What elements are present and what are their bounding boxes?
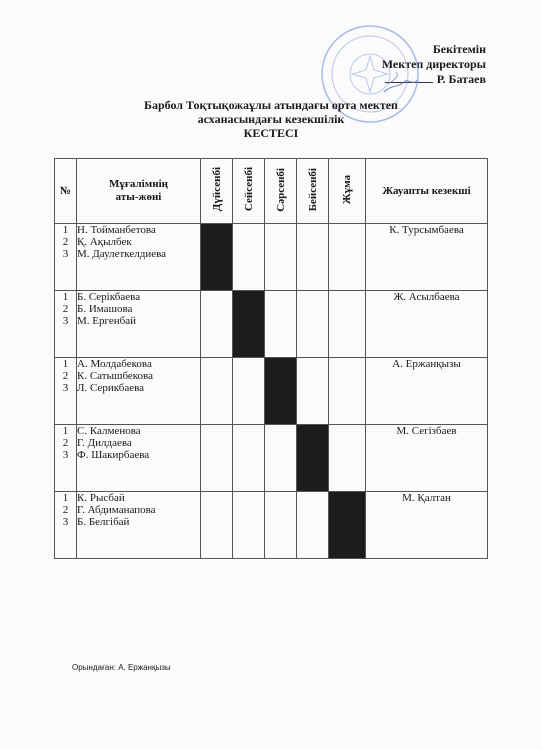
header-number: №: [55, 159, 77, 224]
row-number: 1: [62, 358, 69, 370]
empty-day-cell: [201, 291, 233, 358]
teacher-name: Г. Абдиманапова: [77, 504, 156, 516]
teacher-name: Б. Белгібай: [77, 516, 130, 528]
row-number: 3: [62, 516, 69, 528]
title-schedule: КЕСТЕСІ: [243, 126, 299, 140]
header-day-monday: [201, 159, 233, 224]
empty-day-cell: [201, 425, 233, 492]
row-number: 3: [62, 382, 69, 394]
table-header-row: [55, 159, 488, 224]
header-teacher-name-line1: Мұғалімнің: [109, 178, 168, 190]
row-number: 3: [62, 315, 69, 327]
teacher-name: М. Ергенбай: [77, 315, 137, 327]
empty-day-cell: [265, 291, 297, 358]
teacher-name: К. Рысбай: [77, 492, 125, 504]
row-numbers: [55, 492, 77, 559]
teacher-name: С. Калменова: [77, 425, 141, 437]
row-number: 3: [62, 248, 69, 260]
empty-day-cell: [233, 358, 265, 425]
teacher-name: К. Сатышбекова: [77, 370, 153, 382]
row-numbers: [55, 291, 77, 358]
teacher-name: Қ. Ақылбек: [77, 236, 132, 248]
director-name: Р. Батаев: [436, 72, 486, 86]
title-school: Барбол Тоқтықожаұлы атындағы орта мектеп: [144, 98, 398, 112]
responsible-person: М. Сегізбаев: [366, 425, 488, 492]
table-row: [55, 425, 488, 492]
empty-day-cell: [233, 224, 265, 291]
row-number: 1: [62, 224, 69, 236]
table-row: [55, 492, 488, 559]
row-number: 3: [62, 449, 69, 461]
empty-day-cell: [297, 224, 329, 291]
teacher-names: [77, 358, 201, 425]
header-day-label: Жұма: [341, 174, 353, 205]
empty-day-cell: [329, 291, 366, 358]
table-row: [55, 224, 488, 291]
row-numbers: [55, 358, 77, 425]
header-day-label: Дүйсенбі: [210, 167, 223, 212]
empty-day-cell: [201, 358, 233, 425]
duty-day-cell: [233, 291, 265, 358]
empty-day-cell: [329, 224, 366, 291]
duty-day-cell: [265, 358, 297, 425]
row-numbers: [55, 425, 77, 492]
teacher-name: Б. Имашова: [77, 303, 133, 315]
approval-line-approve: Бекітемін: [432, 42, 486, 56]
duty-day-cell: [329, 492, 366, 559]
teacher-names: [77, 291, 201, 358]
title-subject: асханасындағы кезекшілік: [197, 112, 345, 126]
teacher-names: [77, 425, 201, 492]
empty-day-cell: [297, 291, 329, 358]
empty-day-cell: [265, 492, 297, 559]
document-title: [0, 98, 542, 140]
empty-day-cell: [329, 358, 366, 425]
duty-schedule-table: [54, 158, 488, 559]
header-day-label: Сейсенбі: [242, 167, 255, 212]
header-day-thursday: [297, 159, 329, 224]
duty-day-cell: [297, 425, 329, 492]
responsible-person: К. Турсымбаева: [366, 224, 488, 291]
header-day-wednesday: [265, 159, 297, 224]
row-number: 2: [62, 504, 69, 516]
teacher-name: Б. Серікбаева: [77, 291, 141, 303]
header-day-label: Сәрсенбі: [274, 167, 287, 212]
row-number: 1: [62, 291, 69, 303]
responsible-person: Ж. Асылбаева: [366, 291, 488, 358]
teacher-name: М. Даулеткелдиева: [77, 248, 167, 260]
header-teacher-name: [77, 159, 201, 224]
header-day-label: Бейсенбі: [306, 167, 319, 212]
empty-day-cell: [233, 425, 265, 492]
teacher-name: А. Молдабекова: [77, 358, 152, 370]
row-number: 1: [62, 492, 69, 504]
row-number: 2: [62, 303, 69, 315]
table-row: [55, 358, 488, 425]
empty-day-cell: [265, 224, 297, 291]
teacher-names: [77, 224, 201, 291]
empty-day-cell: [297, 492, 329, 559]
header-responsible: Жауапты кезекші: [366, 159, 488, 224]
responsible-person: М. Қалтан: [366, 492, 488, 559]
teacher-name: Н. Тойманбетова: [77, 224, 156, 236]
teacher-name: Л. Серикбаева: [77, 382, 145, 394]
row-number: 2: [62, 437, 69, 449]
teacher-name: Ф. Шакирбаева: [77, 449, 150, 461]
empty-day-cell: [265, 425, 297, 492]
empty-day-cell: [297, 358, 329, 425]
schedule-body: [55, 224, 488, 559]
row-number: 1: [62, 425, 69, 437]
duty-day-cell: [201, 224, 233, 291]
empty-day-cell: [201, 492, 233, 559]
header-teacher-name-line2: аты-жөні: [115, 191, 162, 203]
compiled-by: Орындаған: А. Ержанқызы: [72, 663, 171, 672]
empty-day-cell: [329, 425, 366, 492]
row-numbers: [55, 224, 77, 291]
header-day-friday: [329, 159, 366, 224]
row-number: 2: [62, 236, 69, 248]
responsible-person: А. Ержанқызы: [366, 358, 488, 425]
teacher-names: [77, 492, 201, 559]
table-row: [55, 291, 488, 358]
approval-line-position: Мектеп директоры: [381, 57, 486, 71]
teacher-name: Г. Дилдаева: [77, 437, 132, 449]
row-number: 2: [62, 370, 69, 382]
empty-day-cell: [233, 492, 265, 559]
header-day-tuesday: [233, 159, 265, 224]
